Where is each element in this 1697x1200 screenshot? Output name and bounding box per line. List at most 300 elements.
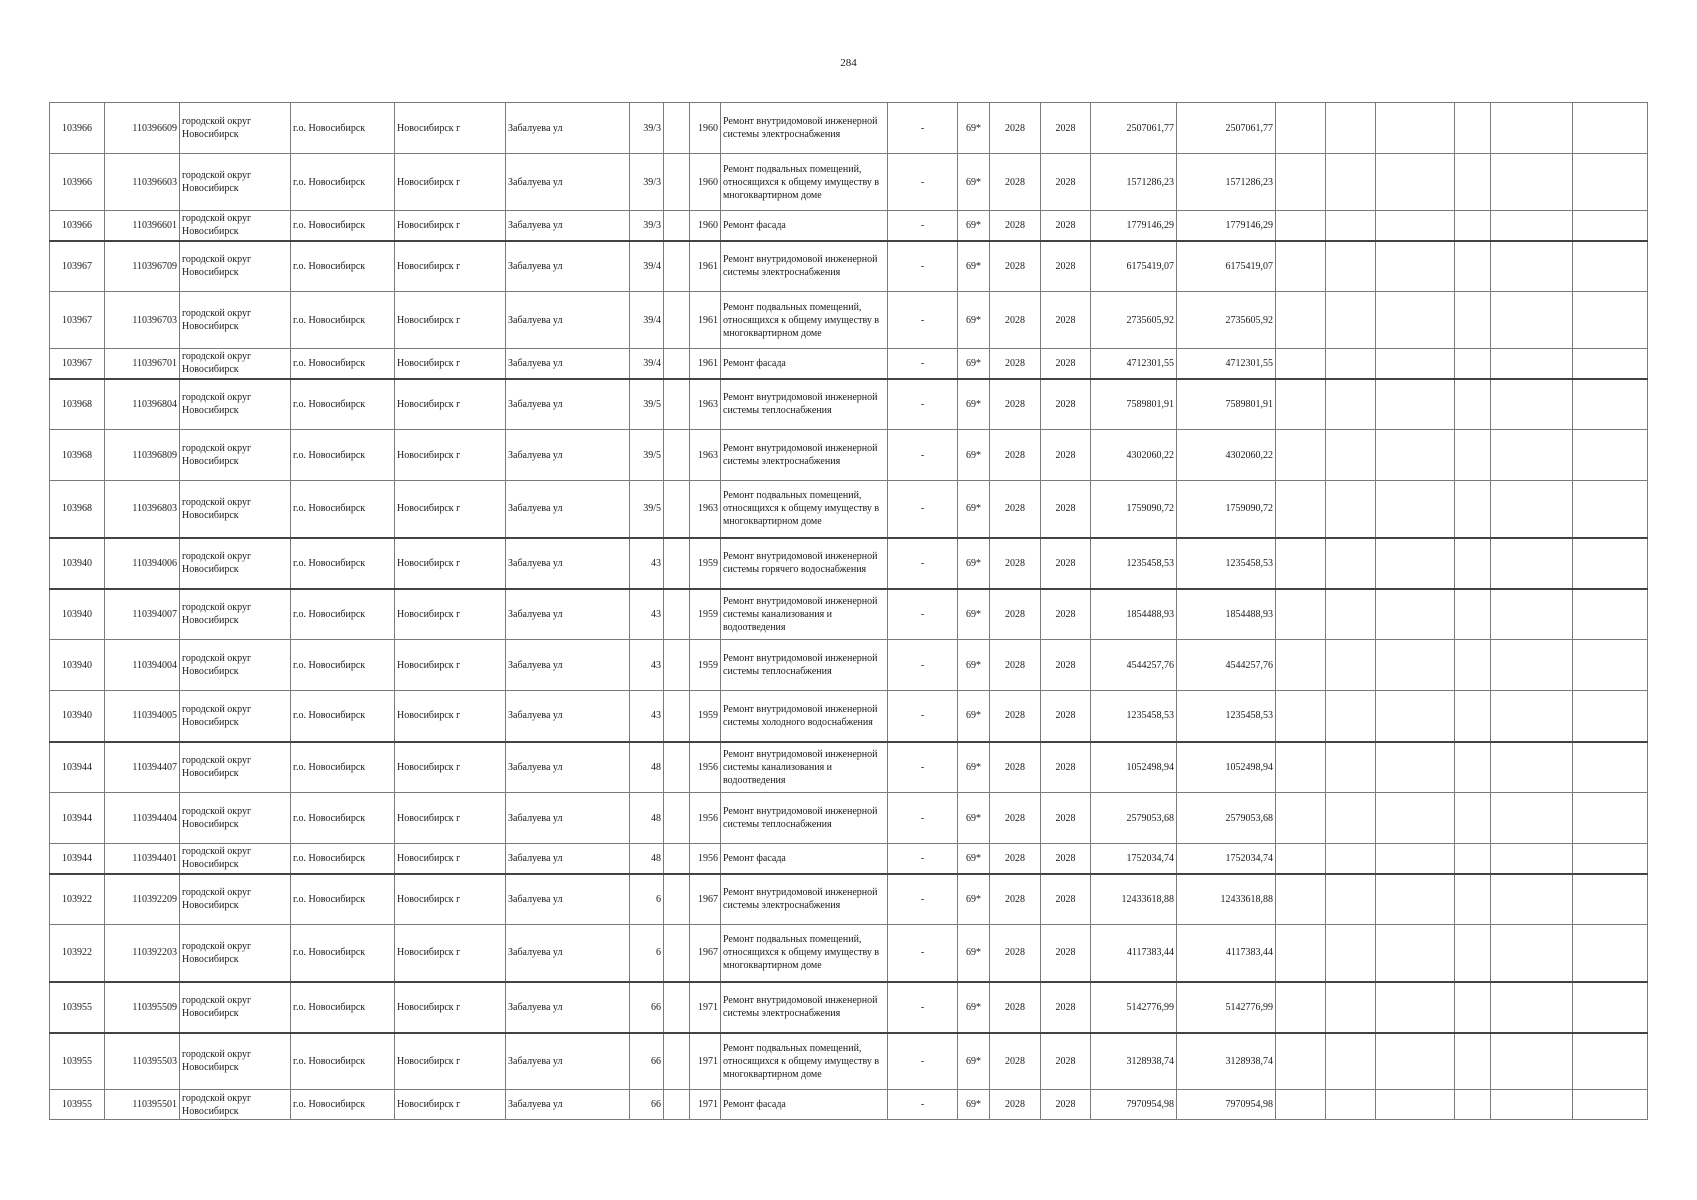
row-percent: 69* bbox=[958, 640, 990, 691]
row-year: 1963 bbox=[690, 481, 721, 538]
row-city: Новосибирск г bbox=[395, 349, 506, 379]
row-building bbox=[664, 1090, 690, 1120]
row-empty-cell bbox=[1376, 430, 1455, 481]
row-street: Забалуева ул bbox=[506, 844, 630, 874]
row-year-from: 2028 bbox=[990, 538, 1041, 589]
row-empty-cell bbox=[1491, 982, 1573, 1033]
row-street: Забалуева ул bbox=[506, 379, 630, 430]
row-percent: 69* bbox=[958, 589, 990, 640]
row-empty-cell bbox=[1376, 241, 1455, 292]
row-house: 66 bbox=[630, 982, 664, 1033]
row-work-type: Ремонт подвальных помещений, относящихся к общему имуществу в многоквартирном доме bbox=[721, 1033, 888, 1090]
row-empty-cell bbox=[1491, 241, 1573, 292]
row-street: Забалуева ул bbox=[506, 103, 630, 154]
row-work-type: Ремонт внутридомовой инженерной системы электроснабжения bbox=[721, 982, 888, 1033]
table-row bbox=[50, 538, 1648, 589]
row-cost-total: 12433618,88 bbox=[1177, 874, 1276, 925]
row-empty-cell bbox=[1276, 103, 1326, 154]
row-empty-cell bbox=[1276, 1090, 1326, 1120]
row-dash: - bbox=[888, 982, 958, 1033]
row-dash: - bbox=[888, 1090, 958, 1120]
row-empty-cell bbox=[1573, 538, 1648, 589]
row-cost-total: 1759090,72 bbox=[1177, 481, 1276, 538]
row-percent: 69* bbox=[958, 742, 990, 793]
row-empty-cell bbox=[1276, 640, 1326, 691]
row-year-to: 2028 bbox=[1041, 874, 1091, 925]
row-street: Забалуева ул bbox=[506, 430, 630, 481]
row-building bbox=[664, 844, 690, 874]
row-cost: 1779146,29 bbox=[1091, 211, 1177, 241]
row-empty-cell bbox=[1491, 589, 1573, 640]
row-cost: 7970954,98 bbox=[1091, 1090, 1177, 1120]
row-code: 110396709 bbox=[105, 241, 180, 292]
row-cost-total: 4712301,55 bbox=[1177, 349, 1276, 379]
row-empty-cell bbox=[1276, 349, 1326, 379]
row-dash: - bbox=[888, 349, 958, 379]
row-year: 1961 bbox=[690, 292, 721, 349]
row-house: 43 bbox=[630, 589, 664, 640]
row-year: 1960 bbox=[690, 211, 721, 241]
row-municipality: городской округ Новосибирск bbox=[180, 1090, 291, 1120]
row-year-from: 2028 bbox=[990, 589, 1041, 640]
row-dash: - bbox=[888, 430, 958, 481]
row-cost: 4302060,22 bbox=[1091, 430, 1177, 481]
row-cost-total: 1571286,23 bbox=[1177, 154, 1276, 211]
row-year: 1963 bbox=[690, 430, 721, 481]
row-empty-cell bbox=[1573, 1090, 1648, 1120]
row-street: Забалуева ул bbox=[506, 349, 630, 379]
row-empty-cell bbox=[1326, 481, 1376, 538]
table-row bbox=[50, 742, 1648, 793]
row-work-type: Ремонт внутридомовой инженерной системы теплоснабжения bbox=[721, 640, 888, 691]
row-year-to: 2028 bbox=[1041, 481, 1091, 538]
row-id: 103940 bbox=[50, 589, 105, 640]
row-cost: 4544257,76 bbox=[1091, 640, 1177, 691]
row-id: 103955 bbox=[50, 1033, 105, 1090]
row-code: 110394407 bbox=[105, 742, 180, 793]
row-city: Новосибирск г bbox=[395, 538, 506, 589]
row-street: Забалуева ул bbox=[506, 793, 630, 844]
row-cost: 1759090,72 bbox=[1091, 481, 1177, 538]
row-code: 110396609 bbox=[105, 103, 180, 154]
row-empty-cell bbox=[1491, 691, 1573, 742]
table-row bbox=[50, 430, 1648, 481]
row-empty-cell bbox=[1573, 349, 1648, 379]
row-year: 1959 bbox=[690, 589, 721, 640]
row-empty-cell bbox=[1491, 640, 1573, 691]
row-city: Новосибирск г bbox=[395, 292, 506, 349]
row-district: г.о. Новосибирск bbox=[291, 844, 395, 874]
row-dash: - bbox=[888, 925, 958, 982]
row-empty-cell bbox=[1573, 211, 1648, 241]
row-empty-cell bbox=[1455, 103, 1491, 154]
row-district: г.о. Новосибирск bbox=[291, 241, 395, 292]
row-year-to: 2028 bbox=[1041, 103, 1091, 154]
row-year: 1961 bbox=[690, 241, 721, 292]
row-street: Забалуева ул bbox=[506, 742, 630, 793]
row-year-from: 2028 bbox=[990, 379, 1041, 430]
row-empty-cell bbox=[1491, 211, 1573, 241]
row-year-from: 2028 bbox=[990, 640, 1041, 691]
row-empty-cell bbox=[1376, 844, 1455, 874]
row-year-from: 2028 bbox=[990, 925, 1041, 982]
row-empty-cell bbox=[1326, 349, 1376, 379]
row-building bbox=[664, 349, 690, 379]
row-empty-cell bbox=[1455, 538, 1491, 589]
row-year-to: 2028 bbox=[1041, 379, 1091, 430]
table-row bbox=[50, 691, 1648, 742]
row-cost-total: 1779146,29 bbox=[1177, 211, 1276, 241]
row-municipality: городской округ Новосибирск bbox=[180, 925, 291, 982]
row-building bbox=[664, 982, 690, 1033]
row-city: Новосибирск г bbox=[395, 925, 506, 982]
page-number: 284 bbox=[840, 57, 857, 69]
row-cost-total: 4302060,22 bbox=[1177, 430, 1276, 481]
row-id: 103944 bbox=[50, 742, 105, 793]
row-municipality: городской округ Новосибирск bbox=[180, 640, 291, 691]
row-empty-cell bbox=[1326, 241, 1376, 292]
row-city: Новосибирск г bbox=[395, 211, 506, 241]
row-id: 103967 bbox=[50, 349, 105, 379]
row-dash: - bbox=[888, 793, 958, 844]
row-work-type: Ремонт фасада bbox=[721, 349, 888, 379]
row-year: 1963 bbox=[690, 379, 721, 430]
row-cost: 1052498,94 bbox=[1091, 742, 1177, 793]
row-year-to: 2028 bbox=[1041, 691, 1091, 742]
row-year-to: 2028 bbox=[1041, 844, 1091, 874]
table-row bbox=[50, 874, 1648, 925]
row-percent: 69* bbox=[958, 793, 990, 844]
row-district: г.о. Новосибирск bbox=[291, 379, 395, 430]
row-empty-cell bbox=[1326, 1033, 1376, 1090]
row-id: 103922 bbox=[50, 925, 105, 982]
row-street: Забалуева ул bbox=[506, 1033, 630, 1090]
row-building bbox=[664, 211, 690, 241]
row-street: Забалуева ул bbox=[506, 538, 630, 589]
row-dash: - bbox=[888, 292, 958, 349]
row-building bbox=[664, 538, 690, 589]
row-house: 43 bbox=[630, 640, 664, 691]
row-city: Новосибирск г bbox=[395, 691, 506, 742]
row-empty-cell bbox=[1376, 982, 1455, 1033]
row-empty-cell bbox=[1276, 874, 1326, 925]
row-municipality: городской округ Новосибирск bbox=[180, 742, 291, 793]
row-city: Новосибирск г bbox=[395, 103, 506, 154]
row-year: 1959 bbox=[690, 691, 721, 742]
row-street: Забалуева ул bbox=[506, 481, 630, 538]
row-district: г.о. Новосибирск bbox=[291, 538, 395, 589]
row-empty-cell bbox=[1491, 844, 1573, 874]
row-code: 110394005 bbox=[105, 691, 180, 742]
row-empty-cell bbox=[1326, 982, 1376, 1033]
row-year-to: 2028 bbox=[1041, 211, 1091, 241]
row-percent: 69* bbox=[958, 844, 990, 874]
row-work-type: Ремонт внутридомовой инженерной системы электроснабжения bbox=[721, 103, 888, 154]
row-id: 103955 bbox=[50, 1090, 105, 1120]
row-percent: 69* bbox=[958, 103, 990, 154]
row-house: 48 bbox=[630, 742, 664, 793]
row-cost: 1235458,53 bbox=[1091, 691, 1177, 742]
row-year: 1967 bbox=[690, 925, 721, 982]
row-empty-cell bbox=[1455, 481, 1491, 538]
row-id: 103968 bbox=[50, 481, 105, 538]
table-row bbox=[50, 103, 1648, 154]
row-year: 1971 bbox=[690, 1090, 721, 1120]
row-house: 43 bbox=[630, 691, 664, 742]
row-code: 110396809 bbox=[105, 430, 180, 481]
row-percent: 69* bbox=[958, 292, 990, 349]
row-municipality: городской округ Новосибирск bbox=[180, 793, 291, 844]
row-cost: 6175419,07 bbox=[1091, 241, 1177, 292]
row-id: 103940 bbox=[50, 538, 105, 589]
row-empty-cell bbox=[1455, 742, 1491, 793]
row-cost-total: 2579053,68 bbox=[1177, 793, 1276, 844]
row-cost: 12433618,88 bbox=[1091, 874, 1177, 925]
row-empty-cell bbox=[1573, 154, 1648, 211]
row-id: 103968 bbox=[50, 430, 105, 481]
row-id: 103967 bbox=[50, 241, 105, 292]
row-code: 110392203 bbox=[105, 925, 180, 982]
row-district: г.о. Новосибирск bbox=[291, 292, 395, 349]
row-building bbox=[664, 793, 690, 844]
row-percent: 69* bbox=[958, 538, 990, 589]
row-empty-cell bbox=[1573, 430, 1648, 481]
row-house: 39/3 bbox=[630, 211, 664, 241]
row-empty-cell bbox=[1573, 742, 1648, 793]
row-empty-cell bbox=[1573, 292, 1648, 349]
row-year-from: 2028 bbox=[990, 691, 1041, 742]
row-cost-total: 3128938,74 bbox=[1177, 1033, 1276, 1090]
row-id: 103940 bbox=[50, 640, 105, 691]
row-district: г.о. Новосибирск bbox=[291, 982, 395, 1033]
row-district: г.о. Новосибирск bbox=[291, 430, 395, 481]
row-building bbox=[664, 430, 690, 481]
row-building bbox=[664, 292, 690, 349]
row-municipality: городской округ Новосибирск bbox=[180, 103, 291, 154]
row-work-type: Ремонт внутридомовой инженерной системы теплоснабжения bbox=[721, 793, 888, 844]
row-building bbox=[664, 379, 690, 430]
row-cost-total: 7970954,98 bbox=[1177, 1090, 1276, 1120]
row-district: г.о. Новосибирск bbox=[291, 481, 395, 538]
row-empty-cell bbox=[1573, 379, 1648, 430]
row-street: Забалуева ул bbox=[506, 292, 630, 349]
row-empty-cell bbox=[1376, 742, 1455, 793]
row-empty-cell bbox=[1326, 742, 1376, 793]
row-year-to: 2028 bbox=[1041, 1090, 1091, 1120]
row-percent: 69* bbox=[958, 211, 990, 241]
row-year-to: 2028 bbox=[1041, 292, 1091, 349]
row-cost: 1854488,93 bbox=[1091, 589, 1177, 640]
row-house: 48 bbox=[630, 844, 664, 874]
row-empty-cell bbox=[1573, 925, 1648, 982]
row-id: 103955 bbox=[50, 982, 105, 1033]
row-work-type: Ремонт внутридомовой инженерной системы канализования и водоотведения bbox=[721, 589, 888, 640]
row-dash: - bbox=[888, 691, 958, 742]
row-percent: 69* bbox=[958, 691, 990, 742]
row-code: 110396804 bbox=[105, 379, 180, 430]
row-cost-total: 4117383,44 bbox=[1177, 925, 1276, 982]
row-house: 66 bbox=[630, 1033, 664, 1090]
row-street: Забалуева ул bbox=[506, 241, 630, 292]
row-dash: - bbox=[888, 154, 958, 211]
row-cost: 2735605,92 bbox=[1091, 292, 1177, 349]
row-empty-cell bbox=[1326, 844, 1376, 874]
row-building bbox=[664, 154, 690, 211]
row-empty-cell bbox=[1376, 154, 1455, 211]
row-code: 110394404 bbox=[105, 793, 180, 844]
row-empty-cell bbox=[1376, 481, 1455, 538]
row-empty-cell bbox=[1573, 481, 1648, 538]
row-year-to: 2028 bbox=[1041, 742, 1091, 793]
row-district: г.о. Новосибирск bbox=[291, 1090, 395, 1120]
row-year: 1960 bbox=[690, 154, 721, 211]
row-street: Забалуева ул bbox=[506, 691, 630, 742]
row-dash: - bbox=[888, 589, 958, 640]
row-work-type: Ремонт фасада bbox=[721, 844, 888, 874]
row-year-from: 2028 bbox=[990, 844, 1041, 874]
row-empty-cell bbox=[1276, 793, 1326, 844]
row-street: Забалуева ул bbox=[506, 925, 630, 982]
row-empty-cell bbox=[1276, 742, 1326, 793]
row-work-type: Ремонт фасада bbox=[721, 211, 888, 241]
row-empty-cell bbox=[1326, 793, 1376, 844]
row-building bbox=[664, 1033, 690, 1090]
row-dash: - bbox=[888, 103, 958, 154]
row-cost-total: 2507061,77 bbox=[1177, 103, 1276, 154]
table-row bbox=[50, 844, 1648, 874]
row-year: 1956 bbox=[690, 844, 721, 874]
row-empty-cell bbox=[1326, 154, 1376, 211]
row-year-to: 2028 bbox=[1041, 640, 1091, 691]
row-city: Новосибирск г bbox=[395, 430, 506, 481]
row-empty-cell bbox=[1455, 379, 1491, 430]
row-city: Новосибирск г bbox=[395, 640, 506, 691]
row-street: Забалуева ул bbox=[506, 154, 630, 211]
row-empty-cell bbox=[1455, 1033, 1491, 1090]
row-district: г.о. Новосибирск bbox=[291, 1033, 395, 1090]
row-house: 39/4 bbox=[630, 349, 664, 379]
row-empty-cell bbox=[1455, 982, 1491, 1033]
row-empty-cell bbox=[1455, 211, 1491, 241]
row-district: г.о. Новосибирск bbox=[291, 103, 395, 154]
row-empty-cell bbox=[1455, 154, 1491, 211]
row-empty-cell bbox=[1491, 349, 1573, 379]
row-work-type: Ремонт внутридомовой инженерной системы холодного водоснабжения bbox=[721, 691, 888, 742]
row-empty-cell bbox=[1276, 982, 1326, 1033]
row-empty-cell bbox=[1276, 1033, 1326, 1090]
row-year-to: 2028 bbox=[1041, 589, 1091, 640]
row-dash: - bbox=[888, 538, 958, 589]
row-empty-cell bbox=[1376, 874, 1455, 925]
row-municipality: городской округ Новосибирск bbox=[180, 844, 291, 874]
row-dash: - bbox=[888, 211, 958, 241]
row-empty-cell bbox=[1455, 292, 1491, 349]
row-work-type: Ремонт внутридомовой инженерной системы электроснабжения bbox=[721, 874, 888, 925]
row-empty-cell bbox=[1491, 430, 1573, 481]
row-cost-total: 1854488,93 bbox=[1177, 589, 1276, 640]
row-street: Забалуева ул bbox=[506, 640, 630, 691]
row-empty-cell bbox=[1326, 538, 1376, 589]
row-percent: 69* bbox=[958, 241, 990, 292]
row-empty-cell bbox=[1573, 589, 1648, 640]
row-empty-cell bbox=[1326, 691, 1376, 742]
row-city: Новосибирск г bbox=[395, 982, 506, 1033]
row-city: Новосибирск г bbox=[395, 154, 506, 211]
row-district: г.о. Новосибирск bbox=[291, 691, 395, 742]
row-empty-cell bbox=[1573, 982, 1648, 1033]
row-empty-cell bbox=[1276, 925, 1326, 982]
row-empty-cell bbox=[1491, 793, 1573, 844]
row-empty-cell bbox=[1455, 874, 1491, 925]
row-city: Новосибирск г bbox=[395, 379, 506, 430]
row-percent: 69* bbox=[958, 430, 990, 481]
row-house: 39/5 bbox=[630, 430, 664, 481]
row-cost-total: 7589801,91 bbox=[1177, 379, 1276, 430]
row-percent: 69* bbox=[958, 154, 990, 211]
row-year-from: 2028 bbox=[990, 982, 1041, 1033]
row-cost-total: 1235458,53 bbox=[1177, 538, 1276, 589]
row-empty-cell bbox=[1376, 349, 1455, 379]
row-street: Забалуева ул bbox=[506, 982, 630, 1033]
table-row bbox=[50, 211, 1648, 241]
row-district: г.о. Новосибирск bbox=[291, 793, 395, 844]
row-city: Новосибирск г bbox=[395, 589, 506, 640]
row-year: 1956 bbox=[690, 793, 721, 844]
row-empty-cell bbox=[1376, 925, 1455, 982]
row-municipality: городской округ Новосибирск bbox=[180, 691, 291, 742]
row-year-to: 2028 bbox=[1041, 982, 1091, 1033]
row-municipality: городской округ Новосибирск bbox=[180, 379, 291, 430]
row-year-to: 2028 bbox=[1041, 793, 1091, 844]
row-empty-cell bbox=[1326, 103, 1376, 154]
row-house: 39/4 bbox=[630, 292, 664, 349]
row-percent: 69* bbox=[958, 349, 990, 379]
row-code: 110394007 bbox=[105, 589, 180, 640]
row-code: 110394004 bbox=[105, 640, 180, 691]
row-empty-cell bbox=[1276, 589, 1326, 640]
row-id: 103940 bbox=[50, 691, 105, 742]
table-row bbox=[50, 1090, 1648, 1120]
row-empty-cell bbox=[1276, 154, 1326, 211]
row-house: 39/5 bbox=[630, 481, 664, 538]
row-cost-total: 5142776,99 bbox=[1177, 982, 1276, 1033]
row-building bbox=[664, 640, 690, 691]
table-row bbox=[50, 925, 1648, 982]
row-year-from: 2028 bbox=[990, 103, 1041, 154]
row-work-type: Ремонт фасада bbox=[721, 1090, 888, 1120]
row-municipality: городской округ Новосибирск bbox=[180, 154, 291, 211]
row-empty-cell bbox=[1326, 874, 1376, 925]
table-row bbox=[50, 349, 1648, 379]
row-dash: - bbox=[888, 874, 958, 925]
row-municipality: городской округ Новосибирск bbox=[180, 430, 291, 481]
row-year-from: 2028 bbox=[990, 349, 1041, 379]
row-district: г.о. Новосибирск bbox=[291, 874, 395, 925]
row-empty-cell bbox=[1276, 379, 1326, 430]
row-district: г.о. Новосибирск bbox=[291, 742, 395, 793]
row-cost: 3128938,74 bbox=[1091, 1033, 1177, 1090]
row-district: г.о. Новосибирск bbox=[291, 211, 395, 241]
row-district: г.о. Новосибирск bbox=[291, 154, 395, 211]
row-cost: 7589801,91 bbox=[1091, 379, 1177, 430]
row-year: 1961 bbox=[690, 349, 721, 379]
row-municipality: городской округ Новосибирск bbox=[180, 1033, 291, 1090]
row-year-from: 2028 bbox=[990, 481, 1041, 538]
row-empty-cell bbox=[1491, 742, 1573, 793]
row-code: 110396701 bbox=[105, 349, 180, 379]
row-empty-cell bbox=[1326, 1090, 1376, 1120]
row-year-to: 2028 bbox=[1041, 1033, 1091, 1090]
